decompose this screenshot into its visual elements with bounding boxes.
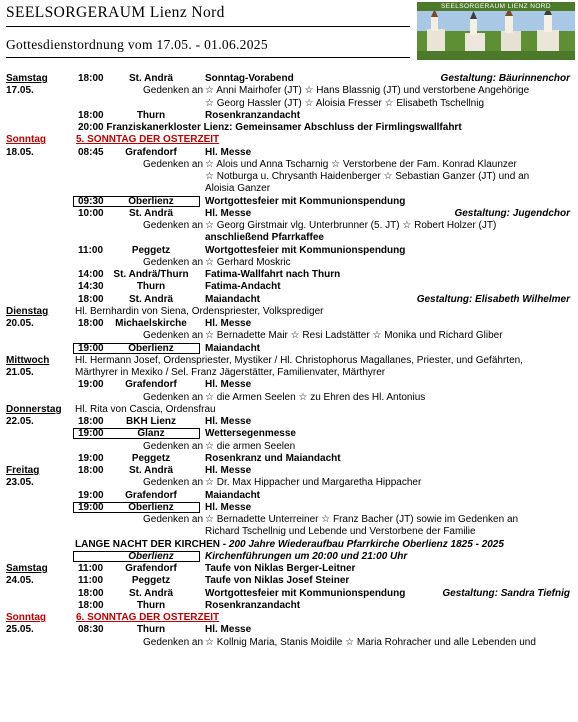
event-title: Taufe von Niklas Berger-Leitner [205,563,356,574]
event-time: 18:00 [78,73,104,84]
schedule-row [0,220,578,232]
schedule-row [0,122,578,134]
schedule-row [0,183,578,195]
schedule-row [0,306,578,318]
schedule-row [0,85,578,97]
event-note: Gestaltung: Jugendchor [454,207,570,219]
schedule-row [0,379,578,391]
gedenken-names: Aloisia Ganzer [205,183,271,195]
schedule-row [0,208,578,220]
gedenken-names: ☆ Gerhard Moskric [205,256,291,268]
event-place: Oberlienz [128,501,174,513]
weekday-label: Samstag [6,563,48,574]
page-header [0,0,578,66]
event-title: 20:00 Franziskanerkloster Lienz: Gemeinsamer Abschluss der Firmlingswallfahrt [78,122,462,133]
date-label: 24.05. [6,575,34,587]
event-note: Gestaltung: Sandra Tiefnig [442,587,570,599]
date-label: 17.05. [6,85,34,97]
event-time: 19:00 [78,501,104,513]
schedule-row [0,637,578,649]
schedule-row [0,416,578,428]
event-title: Hl. Messe [205,501,252,513]
schedule-row [0,392,578,404]
event-title: Hl. Messe [205,207,252,219]
gedenken-names: ☆ Dr. Max Hippacher und Margaretha Hippacher [205,477,422,489]
schedule-row [0,575,578,587]
schedule-row [0,318,578,330]
gedenken-names: Richard Tschellnig und Lebende und Verstorbene der Familie [205,526,476,538]
gedenken-label: Gedenken an [143,220,204,231]
saint-of-day: Hl. Bernhardin von Siena, Ordenspriester, Volksprediger [75,305,324,317]
event-title: Wettersegenmesse [205,428,296,440]
schedule-row [0,428,578,440]
special-event-subtitle: - 200 Jahre Wiederaufbau Pfarrkirche Oberlienz 1825 - 2025 [222,538,504,550]
schedule-row [0,490,578,502]
schedule-row [0,453,578,465]
date-label: 20.05. [6,318,34,329]
schedule-row [0,294,578,306]
gedenken-names: ☆ Bernadette Unterreiner ☆ Franz Bacher (JT) sowie im Gedenken an [205,514,519,525]
gedenken-names: ☆ Anni Mairhofer (JT) ☆ Hans Blassnig (JT) und verstorbene Angehörige [205,85,530,97]
gedenken-label: Gedenken an [143,514,204,525]
date-label: 18.05. [6,146,34,158]
gedenken-names: ☆ Alois und Anna Tscharnig ☆ Verstorbene der Fam. Konrad Klaunzer [205,158,517,170]
event-title: Rosenkranzandacht [205,599,301,611]
schedule-row [0,147,578,159]
page-subtitle: Gottesdienstordnung vom 17.05. - 01.06.2025 [6,37,268,52]
saint-of-day: Märthyrer in Mexiko / Sel. Franz Jägerstätter, Familienvater, Märthyrer [75,367,386,378]
schedule-row [0,134,578,146]
event-title: Maiandacht [205,342,261,354]
schedule-row [0,269,578,281]
event-title: Wortgottesfeier mit Kommunionspendung [205,244,406,256]
schedule-row [0,257,578,269]
date-label: 21.05. [6,367,34,378]
event-time: 18:00 [78,293,104,305]
weekday-label: Donnerstag [6,403,62,415]
saint-of-day: Hl. Hermann Josef, Ordenspriester, Mystiker / Hl. Christophorus Magallanes, Priester, und Gefährten, [75,354,523,366]
event-place: Oberlienz [128,550,174,562]
event-place: St. Andrä/Thurn [113,269,189,280]
event-place: Michaelskirche [115,318,187,329]
event-time: 18:00 [78,465,104,476]
event-time: 18:00 [78,416,104,427]
event-time: 19:00 [78,489,104,501]
event-place: St. Andrä [128,465,174,476]
gedenken-names: ☆ die armen Seelen [205,440,296,452]
event-time: 11:00 [78,575,104,587]
saint-of-day: Hl. Rita von Cascia, Ordensfrau [75,403,216,415]
gedenken-names: ☆ Bernadette Mair ☆ Resi Ladstätter ☆ Monika und Richard Gliber [205,330,503,342]
schedule-row [0,367,578,379]
schedule-row [0,73,578,85]
weekday-label: Samstag [6,73,48,84]
event-title: Hl. Messe [205,379,252,391]
date-label: 23.05. [6,477,34,489]
gedenken-label: Gedenken an [143,330,204,342]
event-time: 10:00 [78,207,104,219]
schedule-row [0,441,578,453]
schedule-row [0,232,578,244]
event-title: Hl. Messe [205,416,252,427]
sunday-heading: 6. SONNTAG DER OSTERZEIT [76,612,220,623]
event-place: Thurn [136,109,166,121]
event-time: 11:00 [78,244,104,256]
gedenken-names: ☆ Kollnig Maria, Stanis Moidile ☆ Maria Rohracher und alle Lebenden und [205,636,536,648]
schedule-row [0,281,578,293]
event-place: Grafendorf [125,379,177,391]
schedule-row [0,551,578,563]
gedenken-label: Gedenken an [143,391,204,403]
gedenken-names: ☆ Notburga u. Chrysanth Haidenberger ☆ Sebastian Ganzer (JT) und an [205,171,530,182]
event-time: 08:45 [78,146,104,158]
gedenken-label: Gedenken an [143,158,204,170]
event-place: Oberlienz [128,195,174,207]
gedenken-names: ☆ Georg Hassler (JT) ☆ Aloisia Fresser ☆ Elisabeth Tschellnig [205,97,485,109]
event-place: Oberlienz [128,342,174,354]
special-event: LANGE NACHT DER KIRCHEN - 200 Jahre Wiederaufbau Pfarrkirche Oberlienz 1825 - 2025 [75,538,504,550]
schedule-row [0,98,578,110]
event-note: Gestaltung: Elisabeth Wilhelmer [416,293,570,305]
schedule-row [0,171,578,183]
event-time: 18:00 [78,109,104,121]
event-place: Peggetz [131,452,171,464]
event-place: St. Andrä [128,73,174,84]
event-title: Sonntag-Vorabend [205,73,294,84]
schedule-row [0,330,578,342]
schedule-row [0,539,578,551]
schedule-row [0,514,578,526]
gedenken-names: ☆ die Armen Seelen ☆ zu Ehren des Hl. Antonius [205,391,426,403]
weekday-label: Mittwoch [6,354,50,366]
event-title: Wortgottesfeier mit Kommunionspendung [205,587,406,599]
schedule-row [0,477,578,489]
weekday-label: Sonntag [6,612,46,623]
weekday-label: Dienstag [6,305,49,317]
event-place: Thurn [136,624,166,636]
event-time: 19:00 [78,428,104,440]
schedule-row [0,196,578,208]
schedule-row [0,343,578,355]
event-title: Fatima-Andacht [205,281,281,293]
event-place: BKH Lienz [126,416,176,427]
event-place: St. Andrä [128,293,174,305]
event-place: St. Andrä [128,587,174,599]
event-title: Maiandacht [205,293,261,305]
schedule-row [0,624,578,636]
event-time: 14:30 [78,281,104,293]
schedule-row [0,526,578,538]
weekday-label: Freitag [6,465,40,476]
date-label: 22.05. [6,416,34,427]
event-title: Rosenkranz und Maiandacht [205,452,341,464]
event-title: Maiandacht [205,489,261,501]
schedule-row [0,502,578,514]
event-place: Grafendorf [125,146,177,158]
schedule-list [0,73,578,649]
event-title: Hl. Messe [205,318,252,329]
schedule-row [0,563,578,575]
schedule-row [0,245,578,257]
event-time: 18:00 [78,318,104,329]
parish-logo [417,2,575,60]
schedule-row [0,612,578,624]
event-place: Peggetz [131,244,171,256]
date-label: 25.05. [6,624,34,636]
event-title: Taufe von Niklas Josef Steiner [205,575,350,587]
event-place: Glanz [137,428,165,440]
event-time: 11:00 [78,563,104,574]
schedule-row [0,355,578,367]
gedenken-label: Gedenken an [143,636,204,648]
schedule-row [0,159,578,171]
event-time: 19:00 [78,452,104,464]
event-place: St. Andrä [128,207,174,219]
logo-text: SEELSORGERAUM LIENZ NORD [417,2,575,11]
page-title: SEELSORGERAUM Lienz Nord [6,4,225,21]
schedule-row [0,600,578,612]
event-title: anschließend Pfarrkaffee [205,232,324,244]
schedule-row [0,465,578,477]
event-place: Thurn [136,599,166,611]
event-title: Fatima-Wallfahrt nach Thurn [205,269,341,280]
event-time: 18:00 [78,587,104,599]
event-place: Peggetz [131,575,171,587]
event-time: 14:00 [78,269,104,280]
gedenken-label: Gedenken an [143,477,204,489]
event-time: 18:00 [78,599,104,611]
event-time: 09:30 [78,195,104,207]
sunday-heading: 5. SONNTAG DER OSTERZEIT [76,134,220,146]
event-place: Grafendorf [125,489,177,501]
subtitle-divider [6,57,410,58]
event-title: Hl. Messe [205,465,252,476]
event-title: Kirchenführungen um 20:00 und 21:00 Uhr [205,550,408,562]
event-title: Rosenkranzandacht [205,109,301,121]
event-title: Wortgottesfeier mit Kommunionspendung [205,195,406,207]
gedenken-label: Gedenken an [143,256,204,268]
gedenken-label: Gedenken an [143,440,204,452]
schedule-row [0,404,578,416]
event-time: 08:30 [78,624,104,636]
event-note: Gestaltung: Bäurinnenchor [440,73,570,84]
event-place: Grafendorf [125,563,177,574]
churches-image [417,11,575,60]
event-title: Hl. Messe [205,146,252,158]
weekday-label: Sonntag [6,134,46,146]
event-time: 19:00 [78,379,104,391]
event-time: 19:00 [78,342,104,354]
gedenken-label: Gedenken an [143,85,204,97]
event-place: Thurn [136,281,166,293]
title-divider [6,26,410,27]
event-title: Hl. Messe [205,624,252,636]
schedule-row [0,110,578,122]
gedenken-names: ☆ Georg Girstmair vlg. Unterbrunner (5. JT) ☆ Robert Holzer (JT) [205,220,497,231]
schedule-row [0,588,578,600]
